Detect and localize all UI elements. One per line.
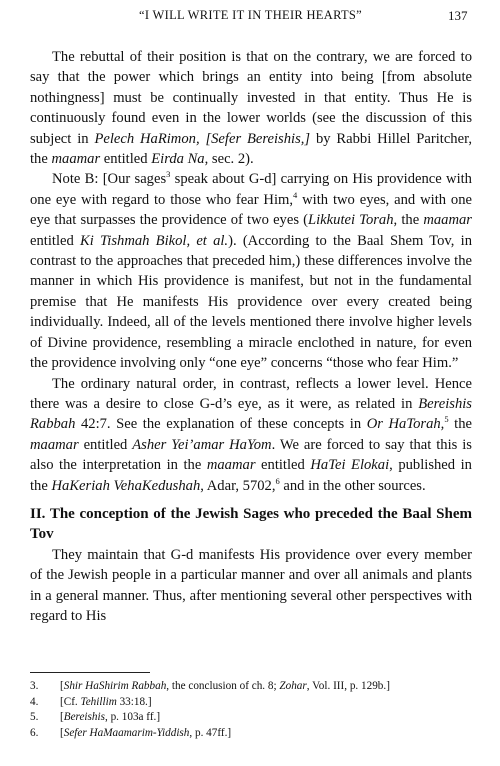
footnote-3: 3. [Shir HaShirim Rabbah, the conclusion of ch. 8; Zohar, Vol. III, p. 129b.]: [30, 680, 390, 692]
footnote-5: 5. [Bereishis, p. 103a ff.]: [30, 711, 161, 723]
footnote-ref-4: 4: [293, 189, 298, 200]
footnote-ref-6: 6: [275, 475, 280, 486]
paragraph-3: The ordinary natural order, in contrast, reflects a lower level. Hence there was a desire to close G-d’s eye, as it were, as related in Bereishis Rabbah 42:7. See the explanation of these concepts in Or HaTorah,$^5$ the maamar entitled Asher Yei’amar HaYom. We are forced to say that this is also the interpretation in the maamar entitled HaTei Elokai, published in the HaKeriah VehaKedushah, Adar, 5702,$^6$ and in the other sources.: [30, 375, 472, 494]
running-head: “I WILL WRITE IT IN THEIR HEARTS”: [139, 8, 362, 22]
body-text: [30, 47, 472, 626]
paragraph-4: They maintain that G-d manifests His providence over every member of the Jewish people in a particular manner and over all animals and plants in a general manner. Thus, after mentioning several other perspectives with regard to His: [30, 546, 472, 624]
paragraph-1: The rebuttal of their position is that on the contrary, we are forced to say that the power which brings an entity into being [from absolute nothingness] must be continually invested in that entity. Thus He is continuously found even in the lower worlds (see the discussion of this subject in Pelech HaRimon, [Sefer Bereishis,] by Rabbi Hillel Paritcher, the maamar entitled Eirda Na, sec. 2).: [30, 49, 472, 168]
page-header: [0, 8, 500, 28]
footnotes: [30, 679, 472, 741]
footnote-divider: [30, 672, 150, 673]
page-number: 137: [448, 8, 468, 23]
paragraph-2: Note B: [Our sages$^3$ speak about G-d] carrying on His providence with one eye with regard to those who fear Him,$^4$ with two eyes, and with one eye that surpasses the providence of two eyes (Likkutei Torah, the maamar entitled Ki Tishmah Bikol, et al.). (According to the Baal Shem Tov, in contrast to the approaches that preceded him,) these differences involve the manner in which His providence is manifest, but not in the fundamental premise that He manifests His providence over every created being individually. Indeed, all of the levels mentioned there involve higher levels of Divine providence, resembling a miracle enclothed in nature, for even the providence involving only “one eye” concerns “those who fear Him.”: [30, 169, 472, 372]
section-heading: II. The conception of the Jewish Sages who preceded the Baal Shem Tov: [30, 505, 472, 543]
footnote-4: 4. [Cf. Tehillim 33:18.]: [30, 695, 152, 708]
footnote-ref-5: 5: [444, 414, 449, 425]
footnote-ref-3: 3: [166, 169, 171, 180]
footnote-6: 6. [Sefer HaMaamarim-Yiddish, p. 47ff.]: [30, 726, 232, 739]
